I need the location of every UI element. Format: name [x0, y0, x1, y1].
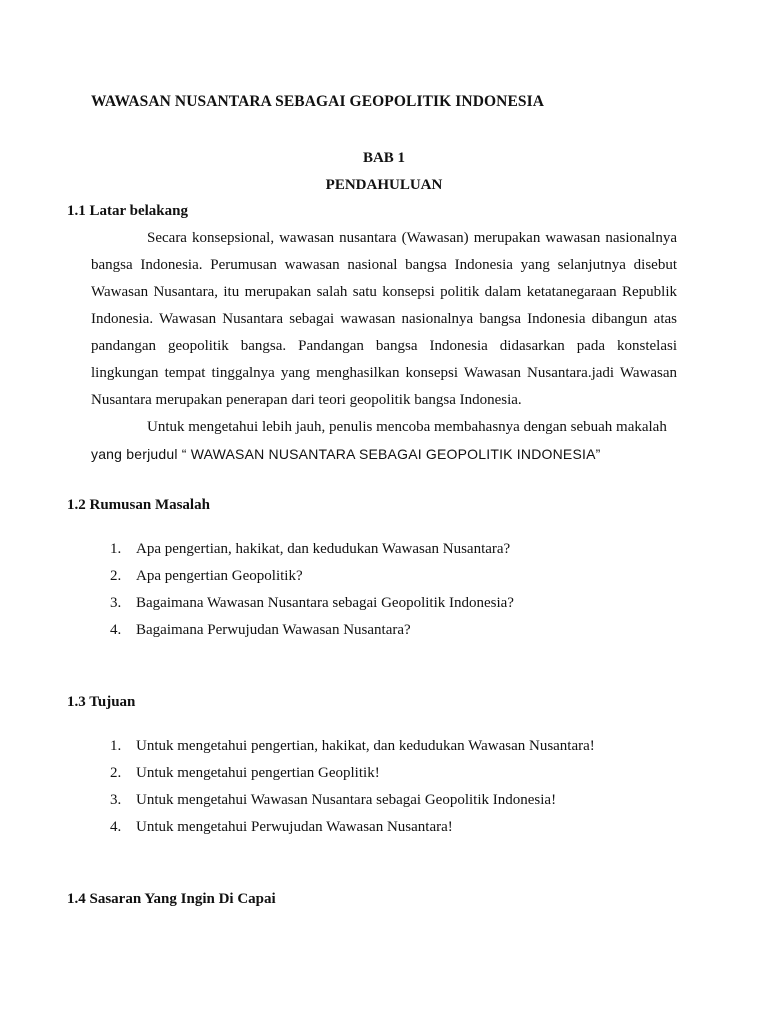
list-number: 1. — [110, 738, 122, 754]
list-item — [110, 787, 595, 814]
list-item — [110, 590, 514, 617]
rumusan-masalah-list — [110, 536, 514, 644]
list-text: Apa pengertian, hakikat, dan kedudukan Wawasan Nusantara? — [136, 541, 511, 557]
list-text: Untuk mengetahui pengertian, hakikat, dan kedudukan Wawasan Nusantara! — [136, 738, 595, 754]
list-number: 2. — [110, 765, 122, 781]
chapter-title: PENDAHULUAN — [325, 177, 443, 193]
list-text: Untuk mengetahui Wawasan Nusantara sebagai Geopolitik Indonesia! — [136, 792, 557, 808]
tujuan-list — [110, 733, 595, 841]
list-item — [110, 563, 514, 590]
list-text: Bagaimana Wawasan Nusantara sebagai Geopolitik Indonesia? — [136, 595, 514, 611]
list-number: 3. — [110, 595, 122, 611]
section-heading-latar-belakang: 1.1 Latar belakang — [67, 203, 188, 219]
list-number: 2. — [110, 568, 122, 584]
list-number: 4. — [110, 622, 122, 638]
list-number: 1. — [110, 541, 122, 557]
list-item — [110, 760, 595, 787]
paragraph-tail: yang berjudul “ WAWASAN NUSANTARA SEBAGAI GEOPOLITIK INDONESIA” — [91, 446, 601, 462]
list-item — [110, 536, 514, 563]
section-heading-tujuan: 1.3 Tujuan — [67, 694, 136, 710]
list-text: Untuk mengetahui pengertian Geoplitik! — [136, 765, 380, 781]
list-text: Bagaimana Perwujudan Wawasan Nusantara? — [136, 622, 411, 638]
paragraph: Untuk mengetahui lebih jauh, penulis mencoba membahasnya dengan sebuah makalah — [147, 419, 667, 435]
list-number: 3. — [110, 792, 122, 808]
list-item — [110, 733, 595, 760]
list-number: 4. — [110, 819, 122, 835]
paragraph: Secara konsepsional, wawasan nusantara (Wawasan) merupakan wawasan nasionalnya bangsa Indonesia. Perumusan wawasan nasional bangsa Indonesia yang selanjutnya disebut Wawasan Nusantara, itu merupakan salah satu konsepsi politik dalam ketatanegaraan Republik Indonesia. Wawasan Nusantara sebagai wawasan nasionalnya bangsa Indonesia dibangun atas pandangan geopolitik bangsa. Pandangan bangsa Indonesia didasarkan pada konstelasi lingkungan tempat tinggalnya yang menghasilkan konsepsi Wawasan Nusantara.jadi Wawasan Nusantara merupakan penerapan dari teori geopolitik bangsa Indonesia. — [91, 230, 677, 408]
list-item — [110, 814, 595, 841]
section-heading-rumusan-masalah: 1.2 Rumusan Masalah — [67, 497, 210, 513]
section-heading-sasaran: 1.4 Sasaran Yang Ingin Di Capai — [67, 891, 276, 907]
latar-belakang-body — [91, 225, 677, 468]
list-item — [110, 617, 514, 644]
list-text: Untuk mengetahui Perwujudan Wawasan Nusantara! — [136, 819, 453, 835]
list-text: Apa pengertian Geopolitik? — [136, 568, 303, 584]
document-title: WAWASAN NUSANTARA SEBAGAI GEOPOLITIK INDONESIA — [91, 93, 545, 110]
chapter-number: BAB 1 — [362, 150, 406, 166]
